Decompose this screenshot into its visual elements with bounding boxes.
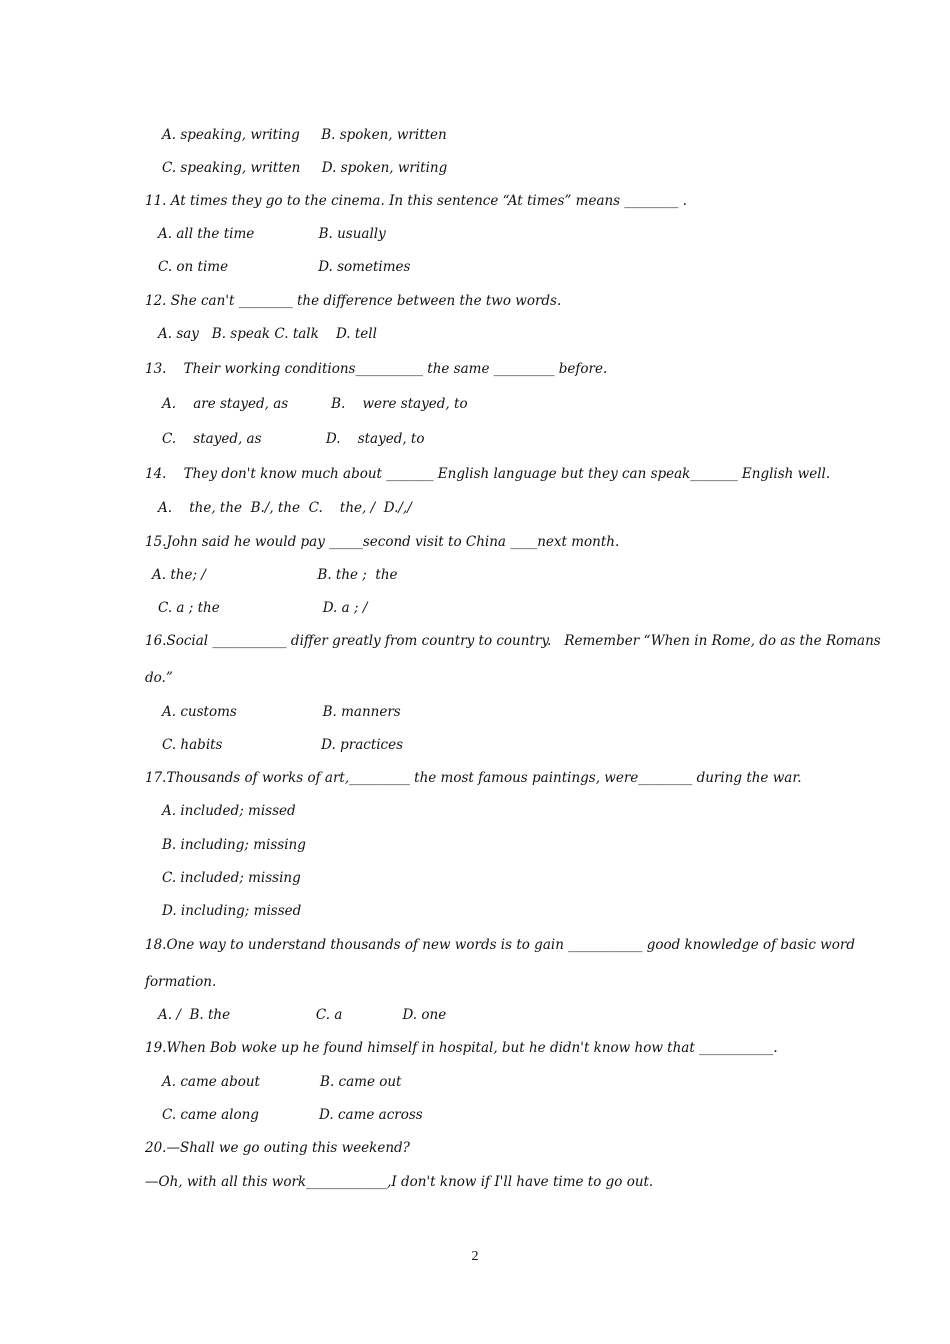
question-18: 18.One way to understand thousands of new words is to gain ___________ good knowledge of basic word bbox=[145, 937, 855, 953]
option-line: C. stayed, as D. stayed, to bbox=[162, 431, 425, 447]
question-11: 11. At times they go to the cinema. In this sentence “At times” means ________ . bbox=[145, 193, 687, 209]
option-line: A. included; missed bbox=[162, 803, 296, 819]
question-16: 16.Social ___________ differ greatly from country to country. Remember “When in Rome, do as the Romans bbox=[145, 633, 881, 649]
question-15: 15.John said he would pay _____second visit to China ____next month. bbox=[145, 534, 620, 550]
question-17: 17.Thousands of works of art,_________ the most famous paintings, were________ during the war. bbox=[145, 770, 802, 786]
option-line: C. included; missing bbox=[162, 870, 301, 886]
option-line: C. on time D. sometimes bbox=[158, 259, 411, 275]
option-line: A. the; / B. the ; the bbox=[152, 567, 398, 583]
option-line: C. habits D. practices bbox=[162, 737, 404, 753]
question-14: 14. They don't know much about _______ English language but they can speak_______ English well. bbox=[145, 466, 831, 482]
option-line: A. / B. the C. a D. one bbox=[158, 1007, 447, 1023]
option-line: A. customs B. manners bbox=[162, 704, 401, 720]
option-line: A. all the time B. usually bbox=[158, 226, 386, 242]
page-number: 2 bbox=[471, 1249, 479, 1264]
option-line: A. are stayed, as B. were stayed, to bbox=[162, 396, 468, 412]
question-12: 12. She can't ________ the difference between the two words. bbox=[145, 293, 562, 309]
option-line: A. came about B. came out bbox=[162, 1074, 402, 1090]
question-13: 13. Their working conditions__________ the same _________ before. bbox=[145, 361, 608, 377]
option-line: A. the, the B./, the C. the, / D./,/ bbox=[158, 500, 412, 516]
option-line: C. a ; the D. a ; / bbox=[158, 600, 368, 616]
option-line: B. including; missing bbox=[162, 837, 306, 853]
option-line: A. speaking, writing B. spoken, written bbox=[162, 127, 447, 143]
question-18-continued: formation. bbox=[145, 974, 217, 990]
question-20-reply: —Oh, with all this work____________,I don't know if I'll have time to go out. bbox=[145, 1174, 654, 1190]
option-line: C. came along D. came across bbox=[162, 1107, 423, 1123]
question-20: 20.—Shall we go outing this weekend? bbox=[145, 1140, 410, 1156]
question-16-continued: do.” bbox=[145, 670, 173, 686]
option-line: D. including; missed bbox=[162, 903, 302, 919]
option-line: A. say B. speak C. talk D. tell bbox=[158, 326, 377, 342]
question-19: 19.When Bob woke up he found himself in hospital, but he didn't know how that ___________. bbox=[145, 1040, 778, 1056]
option-line: C. speaking, written D. spoken, writing bbox=[162, 160, 448, 176]
